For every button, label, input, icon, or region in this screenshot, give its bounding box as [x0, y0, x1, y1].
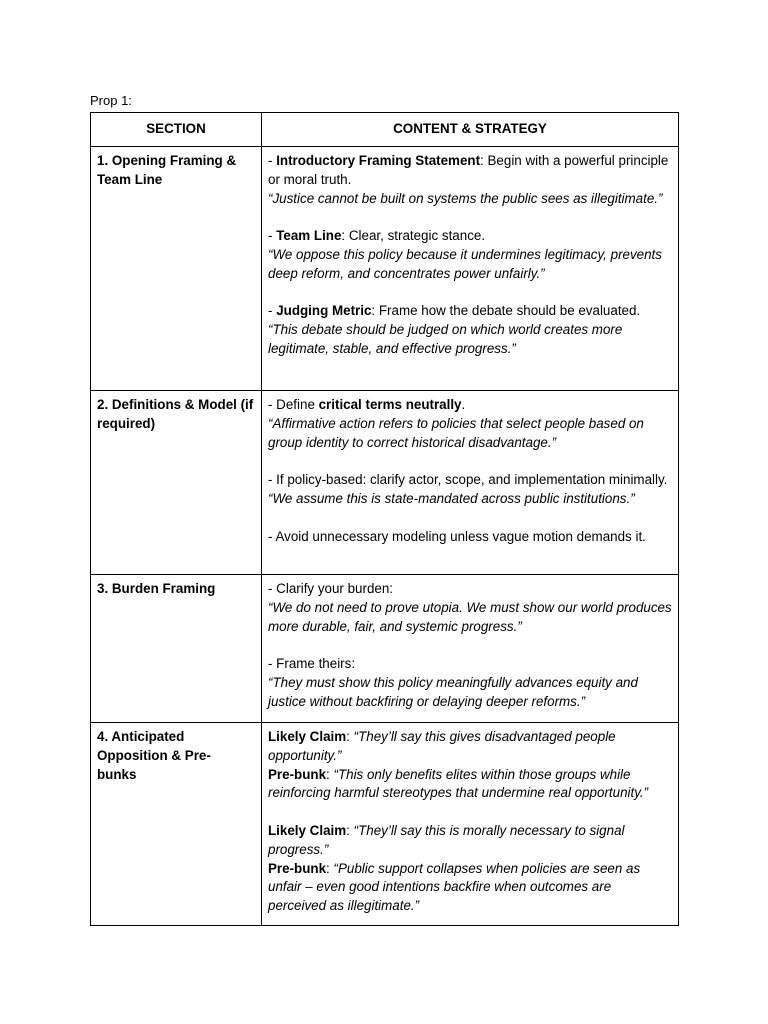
section-cell: 3. Burden Framing [91, 575, 262, 723]
content-line: - Judging Metric: Frame how the debate should be evaluated. [268, 303, 641, 319]
term-label: critical terms neutrally [318, 397, 462, 412]
section-cell: 1. Opening Framing & Team Line [91, 147, 262, 391]
content-cell [262, 147, 679, 391]
example-quote: “We oppose this policy because it undermines legitimacy, prevents deep reform, and concentrates power unfairly.” [268, 246, 662, 281]
prebunk-line: Pre-bunk: “Public support collapses when policies are seen as unfair – even good intentions backfire when outcomes are perceived as illegitimate.” [268, 860, 641, 914]
content-cell [262, 575, 679, 723]
term-label: Team Line [276, 228, 342, 244]
likely-claim-line: Likely Claim: “They’ll say this gives disadvantaged people opportunity.” [268, 729, 616, 763]
example-quote: “We assume this is state-mandated across public institutions.” [268, 490, 635, 506]
term-label: Judging Metric [276, 303, 372, 319]
table-row [91, 147, 679, 391]
section-cell: 4. Anticipated Opposition & Pre-bunks [91, 723, 262, 926]
content-line: - Clarify your burden: [268, 581, 394, 596]
claim-label: Likely Claim [268, 822, 347, 838]
prebunk-label: Pre-bunk [268, 766, 327, 782]
example-quote: “We do not need to prove utopia. We must show our world produces more durable, fair, and systemic progress.” [268, 599, 672, 634]
content-line: - Team Line: Clear, strategic stance. [268, 228, 486, 244]
prebunk-line: Pre-bunk: “This only benefits elites within those groups while reinforcing harmful stereotypes that undermine real opportunity.” [268, 766, 649, 801]
table-header-row [91, 113, 679, 147]
example-quote: “They must show this policy meaningfully advances equity and justice without backfiring or delaying deeper reforms.” [268, 674, 638, 709]
strategy-table [90, 112, 679, 926]
content-cell [262, 391, 679, 575]
table-row [91, 575, 679, 723]
section-header: SECTION [91, 113, 262, 147]
term-label: Introductory Framing Statement [276, 153, 481, 168]
likely-claim-line: Likely Claim: “They’ll say this is morally necessary to signal progress.” [268, 822, 625, 857]
prebunk-label: Pre-bunk [268, 860, 327, 876]
table-row [91, 391, 679, 575]
content-line: - Avoid unnecessary modeling unless vague motion demands it. [268, 528, 646, 544]
content-cell [262, 723, 679, 926]
table-row [91, 723, 679, 926]
example-quote: “Affirmative action refers to policies that select people based on group identity to correct historical disadvantage.” [268, 415, 644, 450]
content-line: - Frame theirs: [268, 656, 356, 672]
content-line: - Introductory Framing Statement: Begin with a powerful principle or moral truth. [268, 153, 669, 187]
content-line: - If policy-based: clarify actor, scope, and implementation minimally. [268, 472, 668, 488]
content-header: CONTENT & STRATEGY [262, 113, 679, 147]
claim-label: Likely Claim [268, 729, 347, 744]
page-label: Prop 1: [90, 93, 132, 108]
section-cell: 2. Definitions & Model (if required) [91, 391, 262, 575]
example-quote: “Justice cannot be built on systems the public sees as illegitimate.” [268, 190, 663, 206]
example-quote: “This debate should be judged on which world creates more legitimate, stable, and effective progress.” [268, 322, 623, 356]
content-line: - Define critical terms neutrally. [268, 397, 466, 412]
